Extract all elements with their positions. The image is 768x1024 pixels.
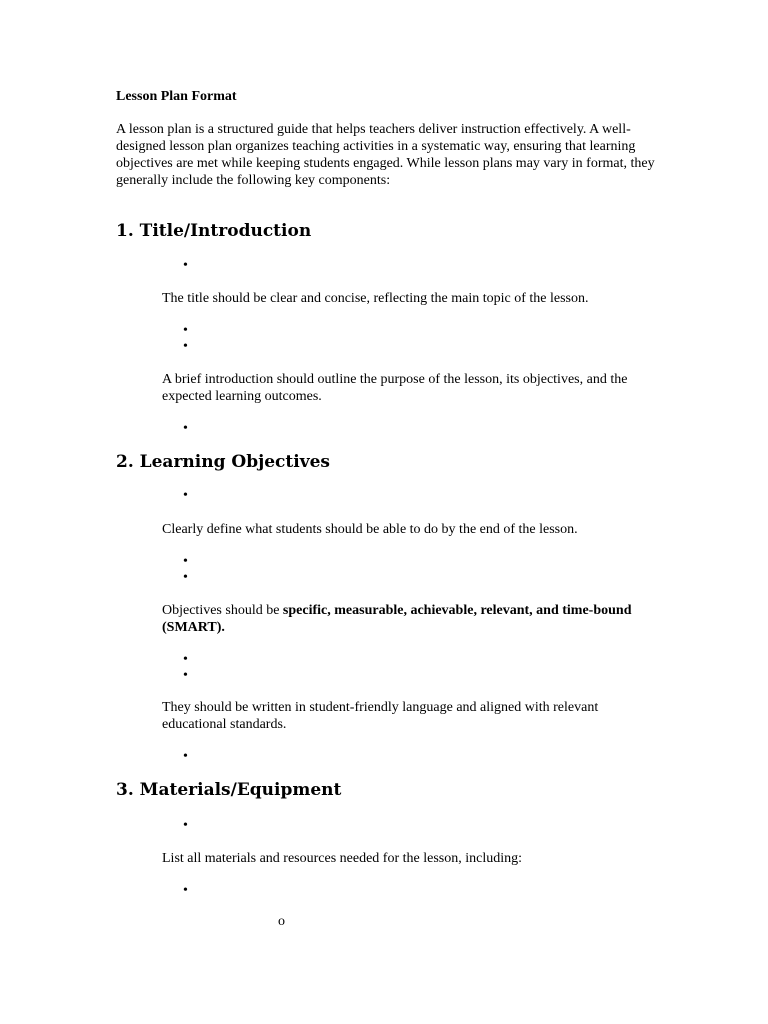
bullet-icon: •	[183, 749, 188, 764]
bullet-icon: •	[183, 421, 188, 436]
section-heading-materials-equipment: 3. Materials/Equipment	[116, 780, 342, 800]
bullet-icon: •	[183, 883, 188, 898]
bullet-icon: •	[183, 323, 188, 338]
bullet-icon: •	[183, 339, 188, 354]
bullet-icon: •	[183, 818, 188, 833]
section-heading-title-introduction: 1. Title/Introduction	[116, 221, 312, 241]
document-title: Lesson Plan Format	[116, 89, 237, 104]
intro-paragraph: A lesson plan is a structured guide that helps teachers deliver instruction effectively. A well-designed lesson plan organizes teaching activities in a systematic way, ensuring that learning objectives are met while keeping students engaged. While lesson plans may vary in format, they generally include the following key components:	[116, 122, 655, 188]
section-paragraph: A brief introduction should outline the purpose of the lesson, its objectives, and the expected learning outcomes.	[162, 372, 628, 404]
paragraph-text: Objectives should be	[162, 603, 283, 618]
section-paragraph	[162, 602, 646, 636]
section-paragraph: Clearly define what students should be able to do by the end of the lesson.	[162, 522, 578, 537]
bullet-icon: •	[183, 488, 188, 503]
section-paragraph: The title should be clear and concise, reflecting the main topic of the lesson.	[162, 291, 589, 306]
smart-criteria-text: specific, measurable, achievable, relevant, and time-bound (SMART).	[162, 603, 632, 635]
bullet-icon: •	[183, 554, 188, 569]
bullet-icon: •	[183, 668, 188, 683]
section-paragraph: List all materials and resources needed for the lesson, including:	[162, 851, 523, 866]
bullet-icon: •	[183, 258, 188, 273]
bullet-icon: •	[183, 570, 188, 585]
section-paragraph: They should be written in student-friendly language and aligned with relevant educational standards.	[162, 700, 599, 732]
section-heading-learning-objectives: 2. Learning Objectives	[116, 452, 330, 472]
sub-bullet-icon: o	[278, 914, 285, 929]
bullet-icon: •	[183, 652, 188, 667]
